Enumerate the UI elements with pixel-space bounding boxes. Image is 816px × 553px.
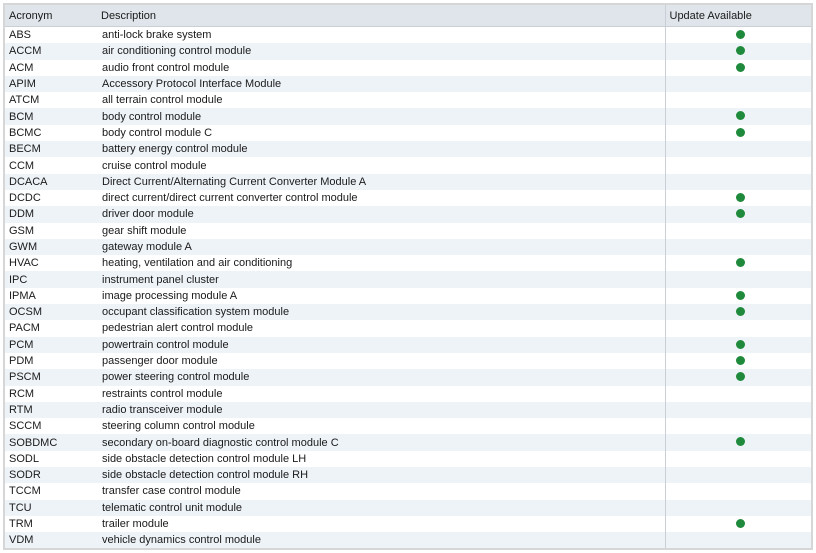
module-table xyxy=(5,5,811,549)
update-available-cell xyxy=(665,157,811,173)
description-cell: secondary on-board diagnostic control module C xyxy=(97,434,665,450)
module-table-container xyxy=(3,3,813,550)
description-cell: Accessory Protocol Interface Module xyxy=(97,76,665,92)
description-cell: heating, ventilation and air conditioning xyxy=(97,255,665,271)
description-cell: anti-lock brake system xyxy=(97,27,665,44)
description-cell: power steering control module xyxy=(97,369,665,385)
table-row[interactable] xyxy=(5,434,811,450)
description-cell: gear shift module xyxy=(97,223,665,239)
update-available-cell xyxy=(665,320,811,336)
update-available-dot-icon xyxy=(736,356,745,365)
acronym-cell: SODR xyxy=(5,467,97,483)
acronym-cell: DCDC xyxy=(5,190,97,206)
description-cell: side obstacle detection control module RH xyxy=(97,467,665,483)
acronym-cell: GSM xyxy=(5,223,97,239)
acronym-cell: HVAC xyxy=(5,255,97,271)
update-available-cell xyxy=(665,402,811,418)
column-header-update-available[interactable]: Update Available xyxy=(665,5,811,27)
table-row[interactable] xyxy=(5,532,811,548)
update-available-cell xyxy=(665,255,811,271)
update-available-cell xyxy=(665,43,811,59)
description-cell: body control module xyxy=(97,108,665,124)
update-available-cell xyxy=(665,206,811,222)
table-row[interactable] xyxy=(5,141,811,157)
table-row[interactable] xyxy=(5,76,811,92)
acronym-cell: DDM xyxy=(5,206,97,222)
acronym-cell: RTM xyxy=(5,402,97,418)
table-row[interactable] xyxy=(5,386,811,402)
update-available-cell xyxy=(665,288,811,304)
description-cell: telematic control unit module xyxy=(97,500,665,516)
acronym-cell: RCM xyxy=(5,386,97,402)
acronym-cell: TCCM xyxy=(5,483,97,499)
update-available-cell xyxy=(665,532,811,548)
acronym-cell: OCSM xyxy=(5,304,97,320)
table-header-row xyxy=(5,5,811,27)
update-available-dot-icon xyxy=(736,437,745,446)
acronym-cell: DCACA xyxy=(5,174,97,190)
update-available-dot-icon xyxy=(736,258,745,267)
acronym-cell: PSCM xyxy=(5,369,97,385)
update-available-cell xyxy=(665,516,811,532)
table-row[interactable] xyxy=(5,157,811,173)
acronym-cell: TRM xyxy=(5,516,97,532)
update-available-cell xyxy=(665,451,811,467)
column-header-description[interactable]: Description xyxy=(97,5,665,27)
table-row[interactable] xyxy=(5,288,811,304)
description-cell: body control module C xyxy=(97,125,665,141)
table-row[interactable] xyxy=(5,467,811,483)
description-cell: radio transceiver module xyxy=(97,402,665,418)
acronym-cell: BECM xyxy=(5,141,97,157)
acronym-cell: IPMA xyxy=(5,288,97,304)
update-available-cell xyxy=(665,500,811,516)
description-cell: side obstacle detection control module LH xyxy=(97,451,665,467)
description-cell: passenger door module xyxy=(97,353,665,369)
description-cell: gateway module A xyxy=(97,239,665,255)
description-cell: pedestrian alert control module xyxy=(97,320,665,336)
description-cell: battery energy control module xyxy=(97,141,665,157)
table-row[interactable] xyxy=(5,320,811,336)
table-row[interactable] xyxy=(5,43,811,59)
table-row[interactable] xyxy=(5,223,811,239)
update-available-cell xyxy=(665,337,811,353)
acronym-cell: SCCM xyxy=(5,418,97,434)
table-row[interactable] xyxy=(5,125,811,141)
table-row[interactable] xyxy=(5,483,811,499)
description-cell: Direct Current/Alternating Current Converter Module A xyxy=(97,174,665,190)
description-cell: air conditioning control module xyxy=(97,43,665,59)
acronym-cell: BCMC xyxy=(5,125,97,141)
update-available-cell xyxy=(665,174,811,190)
description-cell: powertrain control module xyxy=(97,337,665,353)
acronym-cell: IPC xyxy=(5,271,97,287)
acronym-cell: ATCM xyxy=(5,92,97,108)
table-row[interactable] xyxy=(5,92,811,108)
acronym-cell: TCU xyxy=(5,500,97,516)
acronym-cell: ABS xyxy=(5,27,97,44)
table-row[interactable] xyxy=(5,418,811,434)
update-available-cell xyxy=(665,353,811,369)
update-available-cell xyxy=(665,223,811,239)
description-cell: audio front control module xyxy=(97,60,665,76)
update-available-cell xyxy=(665,369,811,385)
update-available-cell xyxy=(665,434,811,450)
table-row[interactable] xyxy=(5,190,811,206)
acronym-cell: PCM xyxy=(5,337,97,353)
update-available-dot-icon xyxy=(736,519,745,528)
update-available-cell xyxy=(665,76,811,92)
description-cell: trailer module xyxy=(97,516,665,532)
update-available-cell xyxy=(665,190,811,206)
update-available-cell xyxy=(665,125,811,141)
description-cell: transfer case control module xyxy=(97,483,665,499)
update-available-dot-icon xyxy=(736,209,745,218)
table-row[interactable] xyxy=(5,337,811,353)
update-available-dot-icon xyxy=(736,128,745,137)
update-available-dot-icon xyxy=(736,63,745,72)
table-body xyxy=(5,27,811,549)
acronym-cell: PACM xyxy=(5,320,97,336)
description-cell: cruise control module xyxy=(97,157,665,173)
acronym-cell: SODL xyxy=(5,451,97,467)
update-available-cell xyxy=(665,304,811,320)
acronym-cell: SOBDMC xyxy=(5,434,97,450)
table-row[interactable] xyxy=(5,304,811,320)
table-row[interactable] xyxy=(5,174,811,190)
description-cell: direct current/direct current converter control module xyxy=(97,190,665,206)
description-cell: occupant classification system module xyxy=(97,304,665,320)
acronym-cell: GWM xyxy=(5,239,97,255)
update-available-cell xyxy=(665,141,811,157)
table-row[interactable] xyxy=(5,108,811,124)
update-available-dot-icon xyxy=(736,193,745,202)
update-available-dot-icon xyxy=(736,307,745,316)
table-row[interactable] xyxy=(5,206,811,222)
description-cell: image processing module A xyxy=(97,288,665,304)
table-row[interactable] xyxy=(5,500,811,516)
description-cell: restraints control module xyxy=(97,386,665,402)
update-available-dot-icon xyxy=(736,372,745,381)
description-cell: driver door module xyxy=(97,206,665,222)
acronym-cell: BCM xyxy=(5,108,97,124)
update-available-dot-icon xyxy=(736,46,745,55)
table-row[interactable] xyxy=(5,27,811,44)
table-row[interactable] xyxy=(5,402,811,418)
acronym-cell: ACM xyxy=(5,60,97,76)
update-available-cell xyxy=(665,92,811,108)
acronym-cell: ACCM xyxy=(5,43,97,59)
table-row[interactable] xyxy=(5,271,811,287)
acronym-cell: VDM xyxy=(5,532,97,548)
table-row[interactable] xyxy=(5,353,811,369)
update-available-dot-icon xyxy=(736,340,745,349)
update-available-cell xyxy=(665,271,811,287)
table-row[interactable] xyxy=(5,255,811,271)
table-row[interactable] xyxy=(5,60,811,76)
description-cell: instrument panel cluster xyxy=(97,271,665,287)
update-available-cell xyxy=(665,386,811,402)
description-cell: steering column control module xyxy=(97,418,665,434)
update-available-cell xyxy=(665,60,811,76)
update-available-dot-icon xyxy=(736,111,745,120)
acronym-cell: APIM xyxy=(5,76,97,92)
update-available-cell xyxy=(665,108,811,124)
update-available-dot-icon xyxy=(736,291,745,300)
column-header-acronym[interactable]: Acronym xyxy=(5,5,97,27)
update-available-dot-icon xyxy=(736,30,745,39)
update-available-cell xyxy=(665,483,811,499)
update-available-cell xyxy=(665,239,811,255)
description-cell: vehicle dynamics control module xyxy=(97,532,665,548)
update-available-cell xyxy=(665,27,811,44)
table-row[interactable] xyxy=(5,516,811,532)
acronym-cell: CCM xyxy=(5,157,97,173)
description-cell: all terrain control module xyxy=(97,92,665,108)
update-available-cell xyxy=(665,467,811,483)
table-row[interactable] xyxy=(5,239,811,255)
acronym-cell: PDM xyxy=(5,353,97,369)
update-available-cell xyxy=(665,418,811,434)
table-row[interactable] xyxy=(5,451,811,467)
table-row[interactable] xyxy=(5,369,811,385)
